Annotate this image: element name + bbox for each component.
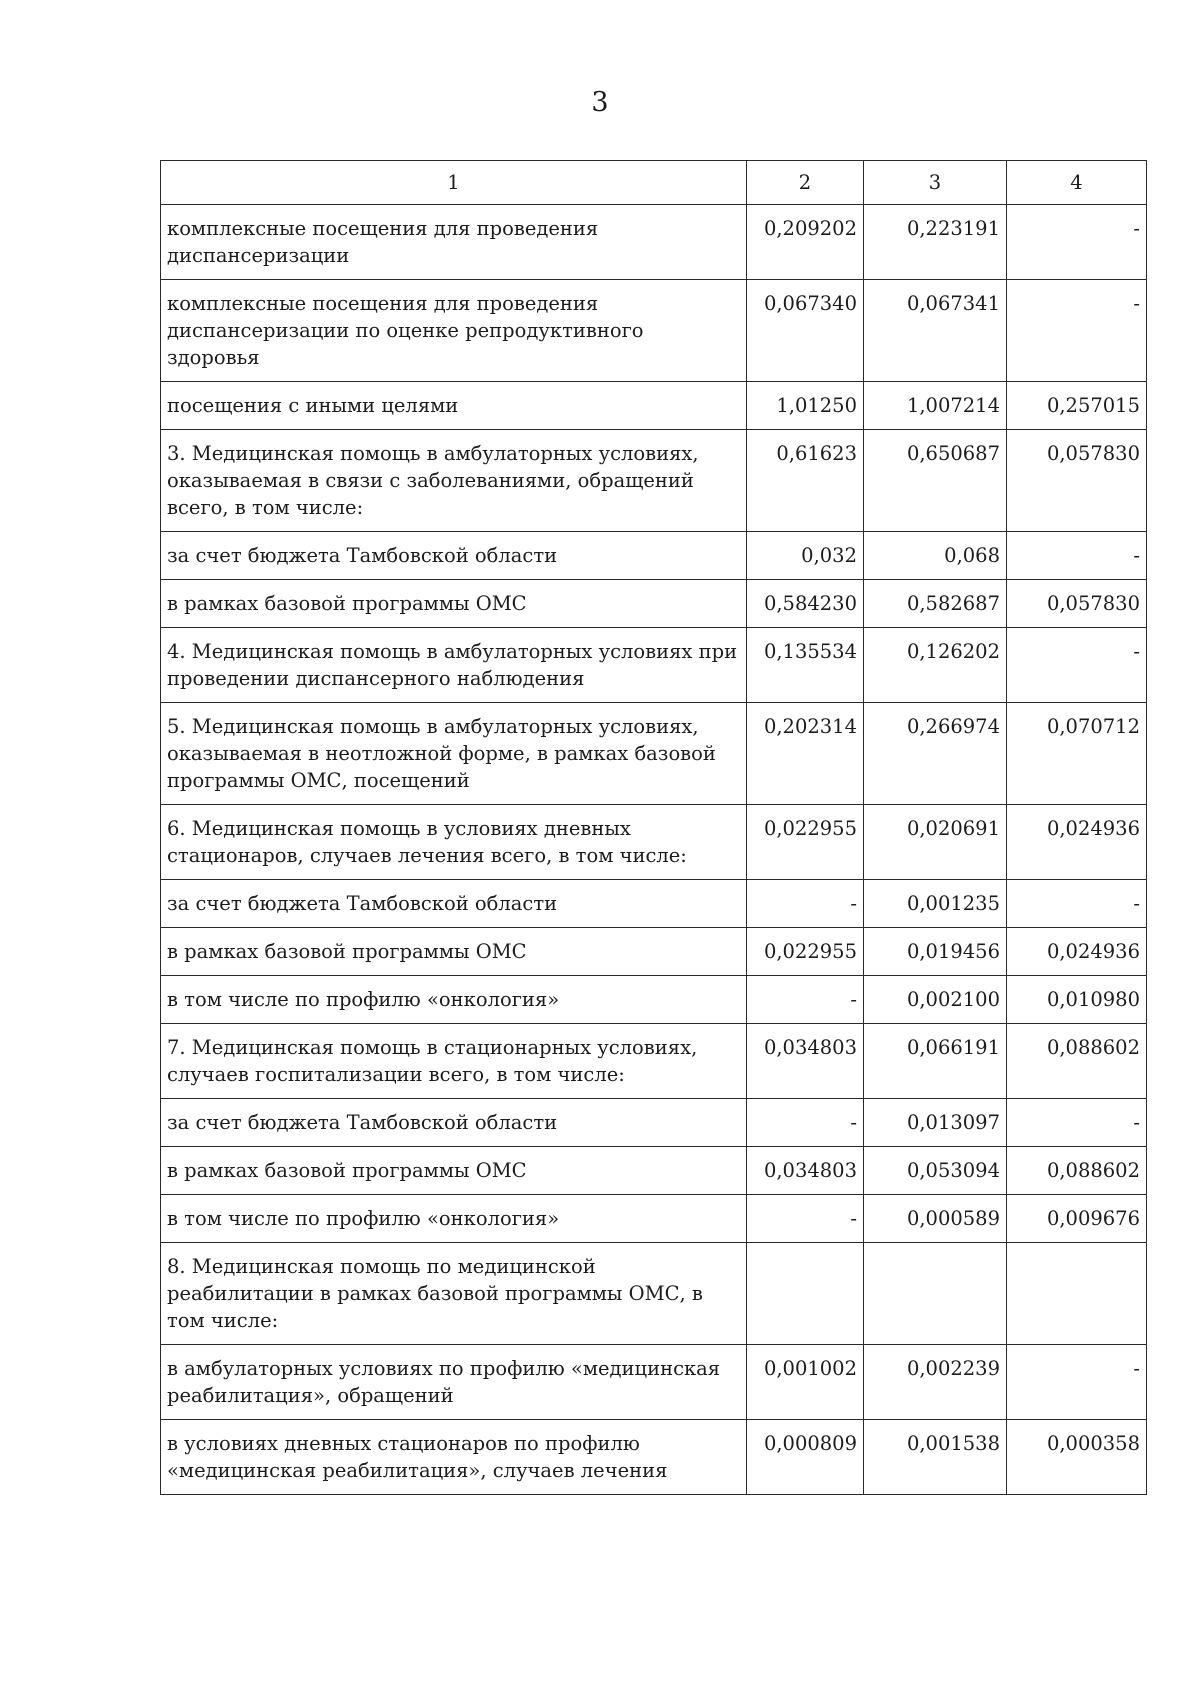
- value-col-3: 0,266974: [864, 703, 1007, 805]
- value-col-4: -: [1007, 280, 1147, 382]
- table-row: [161, 1099, 1147, 1147]
- table-row: [161, 1420, 1147, 1495]
- table-row: [161, 1147, 1147, 1195]
- header-cell-4: 4: [1007, 161, 1147, 205]
- value-col-3: 0,126202: [864, 628, 1007, 703]
- value-col-2: -: [747, 1195, 864, 1243]
- value-col-3: 0,223191: [864, 205, 1007, 280]
- value-col-2: 0,034803: [747, 1147, 864, 1195]
- value-col-2: 0,61623: [747, 430, 864, 532]
- value-col-4: -: [1007, 205, 1147, 280]
- value-col-3: 0,053094: [864, 1147, 1007, 1195]
- row-label: за счет бюджета Тамбовской области: [161, 880, 747, 928]
- table-row: [161, 628, 1147, 703]
- value-col-3: 0,019456: [864, 928, 1007, 976]
- table-row: [161, 805, 1147, 880]
- header-cell-1: 1: [161, 161, 747, 205]
- value-col-2: 0,022955: [747, 928, 864, 976]
- value-col-3: 0,002100: [864, 976, 1007, 1024]
- value-col-4: 0,057830: [1007, 430, 1147, 532]
- value-col-4: 0,000358: [1007, 1420, 1147, 1495]
- page-number: 3: [591, 87, 609, 118]
- table-row: [161, 532, 1147, 580]
- row-label: за счет бюджета Тамбовской области: [161, 1099, 747, 1147]
- table-row: [161, 880, 1147, 928]
- row-label: в рамках базовой программы ОМС: [161, 580, 747, 628]
- table-row: [161, 703, 1147, 805]
- row-label: 6. Медицинская помощь в условиях дневных стационаров, случаев лечения всего, в том числе:: [161, 805, 747, 880]
- value-col-2: 0,000809: [747, 1420, 864, 1495]
- value-col-2: -: [747, 976, 864, 1024]
- value-col-3: 1,007214: [864, 382, 1007, 430]
- value-col-3: 0,068: [864, 532, 1007, 580]
- row-label: в условиях дневных стационаров по профилю «медицинская реабилитация», случаев лечения: [161, 1420, 747, 1495]
- header-cell-3: 3: [864, 161, 1007, 205]
- value-col-2: 0,067340: [747, 280, 864, 382]
- row-label: комплексные посещения для проведения диспансеризации: [161, 205, 747, 280]
- table-row: [161, 1345, 1147, 1420]
- value-col-3: 0,582687: [864, 580, 1007, 628]
- value-col-2: [747, 1243, 864, 1345]
- value-col-4: 0,010980: [1007, 976, 1147, 1024]
- table-row: [161, 1243, 1147, 1345]
- value-col-3: 0,020691: [864, 805, 1007, 880]
- value-col-2: 0,034803: [747, 1024, 864, 1099]
- table-row: [161, 280, 1147, 382]
- row-label: комплексные посещения для проведения диспансеризации по оценке репродуктивного здоровья: [161, 280, 747, 382]
- table-row: [161, 430, 1147, 532]
- header-cell-2: 2: [747, 161, 864, 205]
- row-label: 4. Медицинская помощь в амбулаторных условиях при проведении диспансерного наблюдения: [161, 628, 747, 703]
- value-col-4: -: [1007, 532, 1147, 580]
- table-row: [161, 976, 1147, 1024]
- value-col-3: [864, 1243, 1007, 1345]
- value-col-2: 0,032: [747, 532, 864, 580]
- value-col-2: 1,01250: [747, 382, 864, 430]
- value-col-4: [1007, 1243, 1147, 1345]
- row-label: в рамках базовой программы ОМС: [161, 1147, 747, 1195]
- row-label: в том числе по профилю «онкология»: [161, 976, 747, 1024]
- row-label: 5. Медицинская помощь в амбулаторных условиях, оказываемая в неотложной форме, в рамках базовой программы ОМС, посещений: [161, 703, 747, 805]
- value-col-4: 0,009676: [1007, 1195, 1147, 1243]
- value-col-2: -: [747, 880, 864, 928]
- value-col-3: 0,000589: [864, 1195, 1007, 1243]
- row-label: в амбулаторных условиях по профилю «медицинская реабилитация», обращений: [161, 1345, 747, 1420]
- value-col-2: 0,022955: [747, 805, 864, 880]
- value-col-2: 0,202314: [747, 703, 864, 805]
- row-label: 7. Медицинская помощь в стационарных условиях, случаев госпитализации всего, в том числе:: [161, 1024, 747, 1099]
- row-label: 8. Медицинская помощь по медицинской реабилитации в рамках базовой программы ОМС, в том числе:: [161, 1243, 747, 1345]
- value-col-2: 0,209202: [747, 205, 864, 280]
- value-col-2: 0,584230: [747, 580, 864, 628]
- header-row: [161, 161, 1147, 205]
- value-col-4: 0,088602: [1007, 1147, 1147, 1195]
- row-label: 3. Медицинская помощь в амбулаторных условиях, оказываемая в связи с заболеваниями, обращений всего, в том числе:: [161, 430, 747, 532]
- value-col-3: 0,067341: [864, 280, 1007, 382]
- value-col-3: 0,001235: [864, 880, 1007, 928]
- value-col-4: -: [1007, 1345, 1147, 1420]
- value-col-3: 0,650687: [864, 430, 1007, 532]
- value-col-2: 0,135534: [747, 628, 864, 703]
- value-col-4: -: [1007, 628, 1147, 703]
- value-col-2: 0,001002: [747, 1345, 864, 1420]
- table-row: [161, 580, 1147, 628]
- value-col-4: 0,057830: [1007, 580, 1147, 628]
- value-col-4: 0,070712: [1007, 703, 1147, 805]
- value-col-3: 0,013097: [864, 1099, 1007, 1147]
- value-col-3: 0,066191: [864, 1024, 1007, 1099]
- value-col-4: 0,024936: [1007, 805, 1147, 880]
- value-col-2: -: [747, 1099, 864, 1147]
- table-row: [161, 382, 1147, 430]
- value-col-3: 0,002239: [864, 1345, 1007, 1420]
- table-row: [161, 1195, 1147, 1243]
- row-label: в том числе по профилю «онкология»: [161, 1195, 747, 1243]
- value-col-4: 0,024936: [1007, 928, 1147, 976]
- value-col-4: -: [1007, 1099, 1147, 1147]
- value-col-4: -: [1007, 880, 1147, 928]
- table-row: [161, 205, 1147, 280]
- value-col-3: 0,001538: [864, 1420, 1007, 1495]
- table-row: [161, 1024, 1147, 1099]
- table-row: [161, 928, 1147, 976]
- value-col-4: 0,088602: [1007, 1024, 1147, 1099]
- data-table: [160, 160, 1147, 1495]
- value-col-4: 0,257015: [1007, 382, 1147, 430]
- row-label: в рамках базовой программы ОМС: [161, 928, 747, 976]
- row-label: за счет бюджета Тамбовской области: [161, 532, 747, 580]
- row-label: посещения с иными целями: [161, 382, 747, 430]
